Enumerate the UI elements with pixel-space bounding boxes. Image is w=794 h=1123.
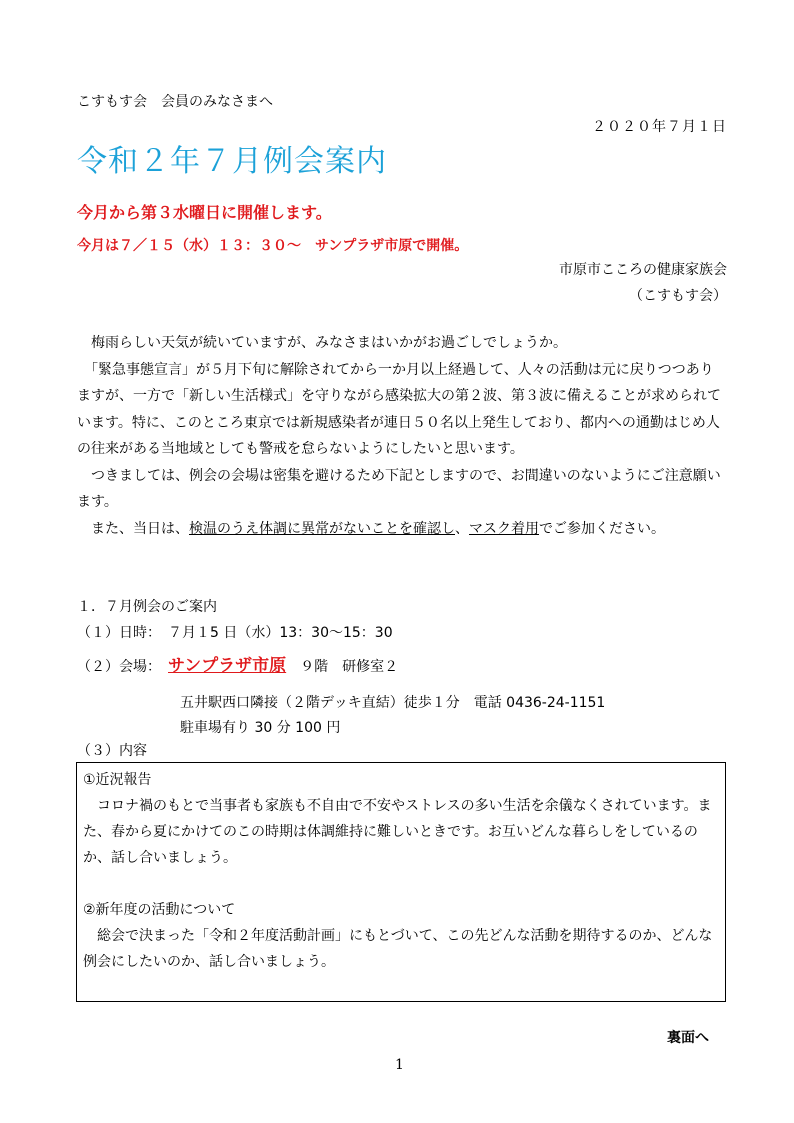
venue-room: ９階 研修室２ (286, 659, 399, 675)
content-item-title: ②新年度の活動について (83, 902, 236, 918)
content-box (76, 762, 726, 1002)
underlined-text: 検温のうえ体調に異常がないことを確認し (189, 520, 455, 537)
body-text: 、 (455, 520, 469, 537)
body-text: でご参加ください。 (539, 520, 665, 537)
meeting-venue (77, 656, 398, 677)
content-item-title: ①近況報告 (83, 772, 152, 788)
spacer (83, 871, 719, 897)
content-label: （３）内容 (77, 743, 147, 759)
continue-on-back: 裏面へ (667, 1030, 709, 1046)
body-paragraph (77, 516, 727, 543)
organization-short-name: （こすもす会） (629, 288, 727, 304)
body-paragraph: 「緊急事態宣言」が５月下旬に解除されてから一か月以上経過して、人々の活動は元に戻りつつありますが、一方で「新しい生活様式」を守りながら感染拡大の第２波、第３波に備えることが求められています。特に、このところ東京では新規感染者が連日５０名以上発生しており、都内への通勤はじめ人の往来がある当地域としても警戒を怠らないようにしたいと思います。 (77, 361, 721, 457)
notice-line-1: 今月から第３水曜日に開催します。 (77, 203, 332, 222)
section-heading: １．７月例会のご案内 (77, 599, 217, 615)
content-item-text: コロナ禍のもとで当事者も家族も不自由で不安やストレスの多い生活を余儀なくされています。また、春から夏にかけてのこの時期は体調維持に難しいときです。お互いどんな暮らしをしているのか、話し合いましょう。 (83, 798, 712, 866)
notice-line-2: 今月は７／１５（水）１３：３０～ サンプラザ市原で開催。 (77, 238, 469, 254)
underlined-text: マスク着用 (469, 520, 539, 537)
page-title: 令和２年７月例会案内 (77, 144, 387, 179)
venue-name: サンプラザ市原 (168, 656, 287, 676)
body-paragraph: つきましては、例会の会場は密集を避けるため下記としますので、お間違いのないようにご注意願います。 (77, 467, 721, 510)
body-text: また、当日は、 (77, 520, 189, 537)
body-paragraph: 梅雨らしい天気が続いていますが、みなさまはいかがお過ごしでしょうか。 (77, 335, 567, 351)
meeting-datetime: （１）日時： ７月１5 日（水）13：30～15：30 (77, 625, 393, 641)
document-date: ２０２０年７月１日 (592, 119, 727, 135)
venue-access: 五井駅西口隣接（２階デッキ直結）徒歩１分 電話 0436-24-1151 (180, 695, 606, 711)
greeting: こすもす会 会員のみなさまへ (77, 94, 273, 110)
letter-body (77, 330, 727, 542)
content-item-text: 総会で決まった「令和２年度活動計画」にもとづいて、この先どんな活動を期待するのか、どんな例会にしたいのか、話し合いましょう。 (83, 928, 713, 970)
organization-name: 市原市こころの健康家族会 (559, 262, 727, 278)
venue-label: （２）会場： (77, 659, 168, 675)
venue-parking: 駐車場有り 30 分 100 円 (180, 720, 341, 736)
page-number: 1 (395, 1057, 404, 1073)
